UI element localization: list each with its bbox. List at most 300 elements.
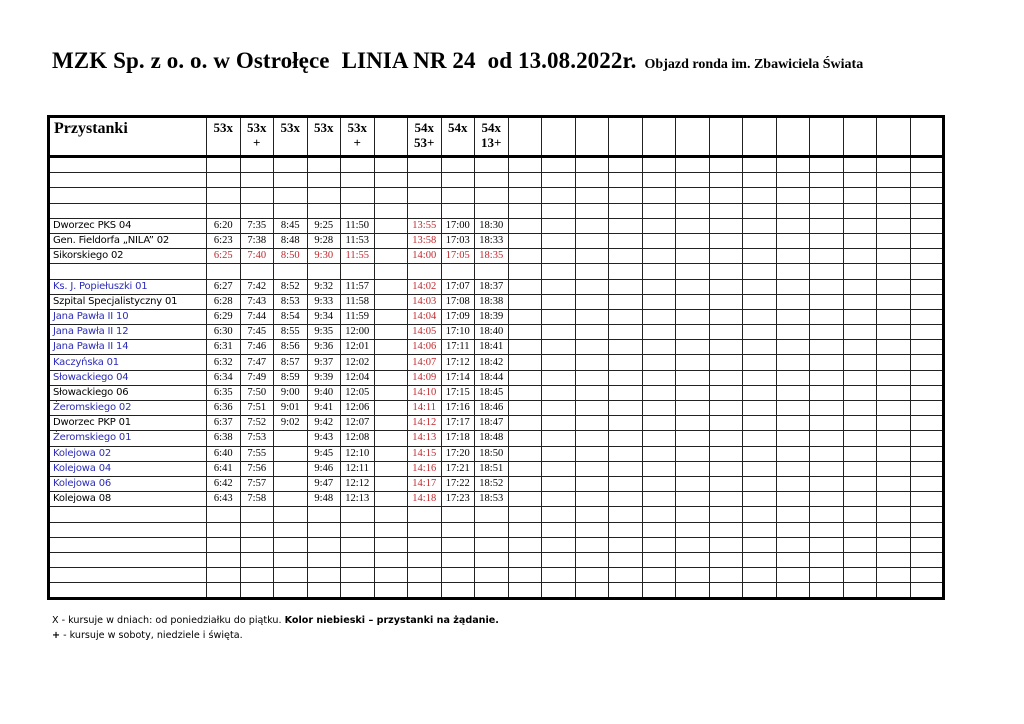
course-column-header <box>441 117 475 157</box>
departure-time: 14:15 <box>408 446 442 461</box>
departure-time <box>575 492 609 507</box>
departure-time <box>609 157 643 173</box>
departure-time <box>508 188 542 203</box>
departure-time: 9:00 <box>274 385 308 400</box>
departure-time: 14:04 <box>408 309 442 324</box>
departure-time: 9:36 <box>307 340 341 355</box>
departure-time <box>709 507 743 522</box>
course-column-header <box>341 117 375 157</box>
course-mark: 13+ <box>481 135 502 150</box>
departure-time <box>575 370 609 385</box>
departure-time <box>374 552 408 567</box>
departure-time <box>475 522 509 537</box>
departure-time: 7:35 <box>240 218 274 233</box>
departure-time <box>508 446 542 461</box>
departure-time <box>475 507 509 522</box>
departure-time: 12:11 <box>341 461 375 476</box>
departure-time: 17:05 <box>441 249 475 264</box>
departure-time <box>374 249 408 264</box>
departure-time <box>575 583 609 599</box>
departure-time <box>575 568 609 583</box>
departure-time <box>274 461 308 476</box>
departure-time <box>240 552 274 567</box>
departure-time <box>307 157 341 173</box>
departure-time <box>441 537 475 552</box>
departure-time <box>341 568 375 583</box>
departure-time <box>374 431 408 446</box>
departure-time <box>642 173 676 188</box>
departure-time <box>776 233 810 248</box>
departure-time: 18:45 <box>475 385 509 400</box>
departure-time: 18:52 <box>475 476 509 491</box>
departure-time <box>709 264 743 279</box>
departure-time <box>542 233 576 248</box>
departure-time <box>776 279 810 294</box>
departure-time <box>207 173 241 188</box>
departure-time: 9:28 <box>307 233 341 248</box>
departure-time <box>877 416 911 431</box>
departure-time <box>307 173 341 188</box>
departure-time <box>910 340 944 355</box>
departure-time <box>508 218 542 233</box>
departure-time <box>642 325 676 340</box>
departure-time <box>508 309 542 324</box>
departure-time <box>843 173 877 188</box>
departure-time <box>609 401 643 416</box>
departure-time <box>307 203 341 218</box>
departure-time <box>743 203 777 218</box>
departure-time <box>642 385 676 400</box>
departure-time: 7:46 <box>240 340 274 355</box>
departure-time: 9:45 <box>307 446 341 461</box>
course-column-header <box>374 117 408 157</box>
departure-time: 14:00 <box>408 249 442 264</box>
departure-time <box>843 294 877 309</box>
departure-time <box>709 385 743 400</box>
departure-time: 7:42 <box>240 279 274 294</box>
departure-time <box>810 233 844 248</box>
departure-time <box>542 401 576 416</box>
departure-time <box>642 476 676 491</box>
stop-name: Jana Pawła II 14 <box>49 340 207 355</box>
departure-time: 17:08 <box>441 294 475 309</box>
departure-time <box>877 568 911 583</box>
course-column-header <box>642 117 676 157</box>
departure-time <box>810 446 844 461</box>
departure-time <box>642 446 676 461</box>
departure-time: 6:30 <box>207 325 241 340</box>
departure-time: 14:06 <box>408 340 442 355</box>
departure-time <box>642 461 676 476</box>
departure-time <box>709 446 743 461</box>
departure-time <box>709 249 743 264</box>
departure-time <box>274 522 308 537</box>
departure-time <box>307 583 341 599</box>
departure-time: 6:42 <box>207 476 241 491</box>
departure-time: 7:47 <box>240 355 274 370</box>
legend-weekend <box>52 628 499 643</box>
course-column-header <box>508 117 542 157</box>
departure-time <box>910 309 944 324</box>
departure-time <box>274 492 308 507</box>
departure-time: 17:11 <box>441 340 475 355</box>
departure-time <box>910 370 944 385</box>
departure-time <box>609 385 643 400</box>
departure-time <box>709 355 743 370</box>
departure-time: 12:00 <box>341 325 375 340</box>
departure-time <box>508 233 542 248</box>
legend-weekday-text: X - kursuje w dniach: od poniedziałku do piątku. <box>52 615 285 626</box>
empty-row <box>49 507 944 522</box>
departure-time <box>408 552 442 567</box>
departure-time: 9:01 <box>274 401 308 416</box>
departure-time <box>408 264 442 279</box>
departure-time <box>542 385 576 400</box>
stop-name <box>49 568 207 583</box>
departure-time <box>207 537 241 552</box>
stop-row <box>49 416 944 431</box>
departure-time: 9:43 <box>307 431 341 446</box>
departure-time: 7:51 <box>240 401 274 416</box>
departure-time <box>843 416 877 431</box>
departure-time <box>810 157 844 173</box>
departure-time <box>709 203 743 218</box>
departure-time <box>910 157 944 173</box>
departure-time <box>743 385 777 400</box>
departure-time <box>843 249 877 264</box>
departure-time <box>776 461 810 476</box>
departure-time <box>575 309 609 324</box>
departure-time <box>776 385 810 400</box>
departure-time <box>575 355 609 370</box>
departure-time: 9:40 <box>307 385 341 400</box>
timetable-title <box>52 48 863 74</box>
departure-time: 8:52 <box>274 279 308 294</box>
departure-time <box>441 157 475 173</box>
departure-time <box>743 309 777 324</box>
departure-time <box>609 446 643 461</box>
departure-time <box>676 492 710 507</box>
departure-time <box>408 188 442 203</box>
departure-time <box>743 233 777 248</box>
departure-time <box>709 476 743 491</box>
legend-plus-mark: + <box>52 630 61 641</box>
departure-time: 14:05 <box>408 325 442 340</box>
departure-time <box>743 294 777 309</box>
stop-row <box>49 355 944 370</box>
departure-time <box>910 431 944 446</box>
departure-time <box>341 157 375 173</box>
departure-time <box>676 552 710 567</box>
course-code: 54x <box>481 120 501 135</box>
departure-time <box>910 537 944 552</box>
departure-time: 12:04 <box>341 370 375 385</box>
departure-time: 11:50 <box>341 218 375 233</box>
departure-time <box>743 264 777 279</box>
departure-time <box>877 401 911 416</box>
stop-row <box>49 340 944 355</box>
departure-time <box>575 552 609 567</box>
departure-time <box>877 461 911 476</box>
departure-time <box>743 583 777 599</box>
departure-time <box>408 583 442 599</box>
departure-time <box>207 583 241 599</box>
departure-time <box>642 522 676 537</box>
stop-name: Słowackiego 06 <box>49 385 207 400</box>
departure-time <box>408 537 442 552</box>
departure-time <box>374 476 408 491</box>
stop-name <box>49 552 207 567</box>
departure-time <box>575 431 609 446</box>
departure-time <box>843 233 877 248</box>
departure-time <box>877 431 911 446</box>
stop-row <box>49 249 944 264</box>
departure-time: 8:45 <box>274 218 308 233</box>
departure-time <box>508 431 542 446</box>
departure-time <box>910 401 944 416</box>
departure-time <box>776 401 810 416</box>
departure-time: 11:53 <box>341 233 375 248</box>
departure-time <box>709 431 743 446</box>
stop-row <box>49 401 944 416</box>
departure-time <box>542 522 576 537</box>
departure-time <box>575 188 609 203</box>
departure-time <box>374 370 408 385</box>
departure-time <box>642 492 676 507</box>
departure-time <box>642 370 676 385</box>
departure-time <box>408 157 442 173</box>
departure-time <box>508 537 542 552</box>
departure-time <box>609 492 643 507</box>
stop-name <box>49 188 207 203</box>
departure-time <box>307 507 341 522</box>
departure-time <box>274 157 308 173</box>
departure-time <box>542 264 576 279</box>
departure-time <box>341 173 375 188</box>
departure-time <box>542 492 576 507</box>
departure-time <box>910 522 944 537</box>
departure-time <box>274 537 308 552</box>
departure-time: 11:59 <box>341 309 375 324</box>
legend-blue-note: Kolor niebieski – przystanki na żądanie. <box>284 615 499 626</box>
departure-time <box>642 355 676 370</box>
departure-time <box>508 340 542 355</box>
departure-time <box>676 157 710 173</box>
departure-time <box>843 370 877 385</box>
departure-time <box>910 461 944 476</box>
departure-time <box>642 218 676 233</box>
departure-time <box>843 522 877 537</box>
departure-time <box>743 568 777 583</box>
departure-time <box>910 492 944 507</box>
departure-time <box>743 552 777 567</box>
departure-time <box>207 188 241 203</box>
departure-time: 14:11 <box>408 401 442 416</box>
departure-time: 6:37 <box>207 416 241 431</box>
departure-time <box>743 173 777 188</box>
departure-time: 7:45 <box>240 325 274 340</box>
departure-time <box>207 552 241 567</box>
course-column-header <box>843 117 877 157</box>
departure-time <box>441 173 475 188</box>
departure-time: 6:38 <box>207 431 241 446</box>
departure-time: 18:41 <box>475 340 509 355</box>
course-code: 53x <box>247 120 267 135</box>
departure-time <box>475 583 509 599</box>
departure-time <box>709 294 743 309</box>
departure-time <box>609 294 643 309</box>
departure-time: 17:03 <box>441 233 475 248</box>
stops-column-header: Przystanki <box>49 117 207 157</box>
departure-time <box>877 233 911 248</box>
course-code: 54x <box>414 120 434 135</box>
departure-time <box>609 552 643 567</box>
departure-time: 6:28 <box>207 294 241 309</box>
departure-time <box>877 188 911 203</box>
departure-time <box>776 446 810 461</box>
departure-time <box>374 309 408 324</box>
departure-time <box>609 355 643 370</box>
departure-time <box>810 355 844 370</box>
departure-time: 7:57 <box>240 476 274 491</box>
departure-time <box>709 370 743 385</box>
departure-time <box>542 568 576 583</box>
departure-time: 18:50 <box>475 446 509 461</box>
departure-time <box>709 522 743 537</box>
line-number: LINIA NR 24 <box>341 48 476 73</box>
departure-time <box>709 340 743 355</box>
departure-time <box>240 157 274 173</box>
departure-time <box>676 431 710 446</box>
stop-name: Kolejowa 06 <box>49 476 207 491</box>
departure-time <box>877 583 911 599</box>
course-column-header <box>743 117 777 157</box>
course-mark: + <box>253 135 261 150</box>
departure-time <box>508 249 542 264</box>
departure-time <box>508 157 542 173</box>
departure-time <box>441 583 475 599</box>
departure-time <box>542 476 576 491</box>
departure-time: 12:01 <box>341 340 375 355</box>
departure-time <box>843 355 877 370</box>
departure-time <box>374 233 408 248</box>
departure-time <box>910 385 944 400</box>
departure-time: 11:57 <box>341 279 375 294</box>
departure-time: 6:36 <box>207 401 241 416</box>
departure-time <box>877 294 911 309</box>
departure-time: 6:31 <box>207 340 241 355</box>
departure-time: 9:32 <box>307 279 341 294</box>
departure-time: 17:18 <box>441 431 475 446</box>
departure-time <box>307 188 341 203</box>
departure-time <box>810 370 844 385</box>
departure-time <box>374 385 408 400</box>
departure-time: 9:47 <box>307 476 341 491</box>
departure-time: 14:07 <box>408 355 442 370</box>
departure-time <box>676 583 710 599</box>
departure-time <box>810 416 844 431</box>
stop-row <box>49 370 944 385</box>
stop-row <box>49 218 944 233</box>
departure-time: 18:37 <box>475 279 509 294</box>
departure-time <box>743 355 777 370</box>
departure-time <box>207 264 241 279</box>
departure-time <box>843 476 877 491</box>
course-column-header <box>676 117 710 157</box>
stop-name: Dworzec PKS 04 <box>49 218 207 233</box>
departure-time <box>274 203 308 218</box>
departure-time: 18:39 <box>475 309 509 324</box>
course-column-header <box>475 117 509 157</box>
departure-time <box>843 203 877 218</box>
departure-time <box>609 188 643 203</box>
departure-time <box>910 355 944 370</box>
departure-time <box>475 552 509 567</box>
stop-name <box>49 157 207 173</box>
departure-time <box>709 218 743 233</box>
departure-time <box>307 537 341 552</box>
departure-time <box>374 340 408 355</box>
departure-time <box>609 537 643 552</box>
departure-time <box>609 507 643 522</box>
course-column-header <box>709 117 743 157</box>
departure-time: 17:00 <box>441 218 475 233</box>
departure-time: 9:46 <box>307 461 341 476</box>
empty-row <box>49 522 944 537</box>
departure-time: 14:13 <box>408 431 442 446</box>
departure-time <box>575 476 609 491</box>
departure-time <box>508 476 542 491</box>
departure-time: 18:42 <box>475 355 509 370</box>
departure-time <box>843 492 877 507</box>
departure-time <box>843 340 877 355</box>
departure-time <box>642 249 676 264</box>
departure-time <box>642 431 676 446</box>
departure-time <box>207 157 241 173</box>
departure-time <box>508 385 542 400</box>
departure-time <box>542 218 576 233</box>
departure-time <box>776 340 810 355</box>
departure-time <box>810 279 844 294</box>
departure-time: 12:08 <box>341 431 375 446</box>
departure-time <box>274 583 308 599</box>
departure-time <box>810 568 844 583</box>
departure-time <box>810 583 844 599</box>
empty-row <box>49 203 944 218</box>
departure-time <box>642 309 676 324</box>
stop-name: Kolejowa 02 <box>49 446 207 461</box>
departure-time: 6:27 <box>207 279 241 294</box>
departure-time <box>542 461 576 476</box>
departure-time <box>676 264 710 279</box>
departure-time <box>240 537 274 552</box>
departure-time <box>609 218 643 233</box>
departure-time <box>910 188 944 203</box>
stop-name: Jana Pawła II 10 <box>49 309 207 324</box>
departure-time <box>843 325 877 340</box>
departure-time <box>508 416 542 431</box>
course-code: 54x <box>448 120 468 135</box>
departure-time <box>542 309 576 324</box>
departure-time <box>743 218 777 233</box>
departure-time <box>877 157 911 173</box>
departure-time: 6:20 <box>207 218 241 233</box>
stop-name: Dworzec PKP 01 <box>49 416 207 431</box>
company-name: MZK Sp. z o. o. w Ostrołęce <box>52 48 330 73</box>
departure-time <box>240 264 274 279</box>
departure-time <box>508 370 542 385</box>
departure-time <box>676 340 710 355</box>
